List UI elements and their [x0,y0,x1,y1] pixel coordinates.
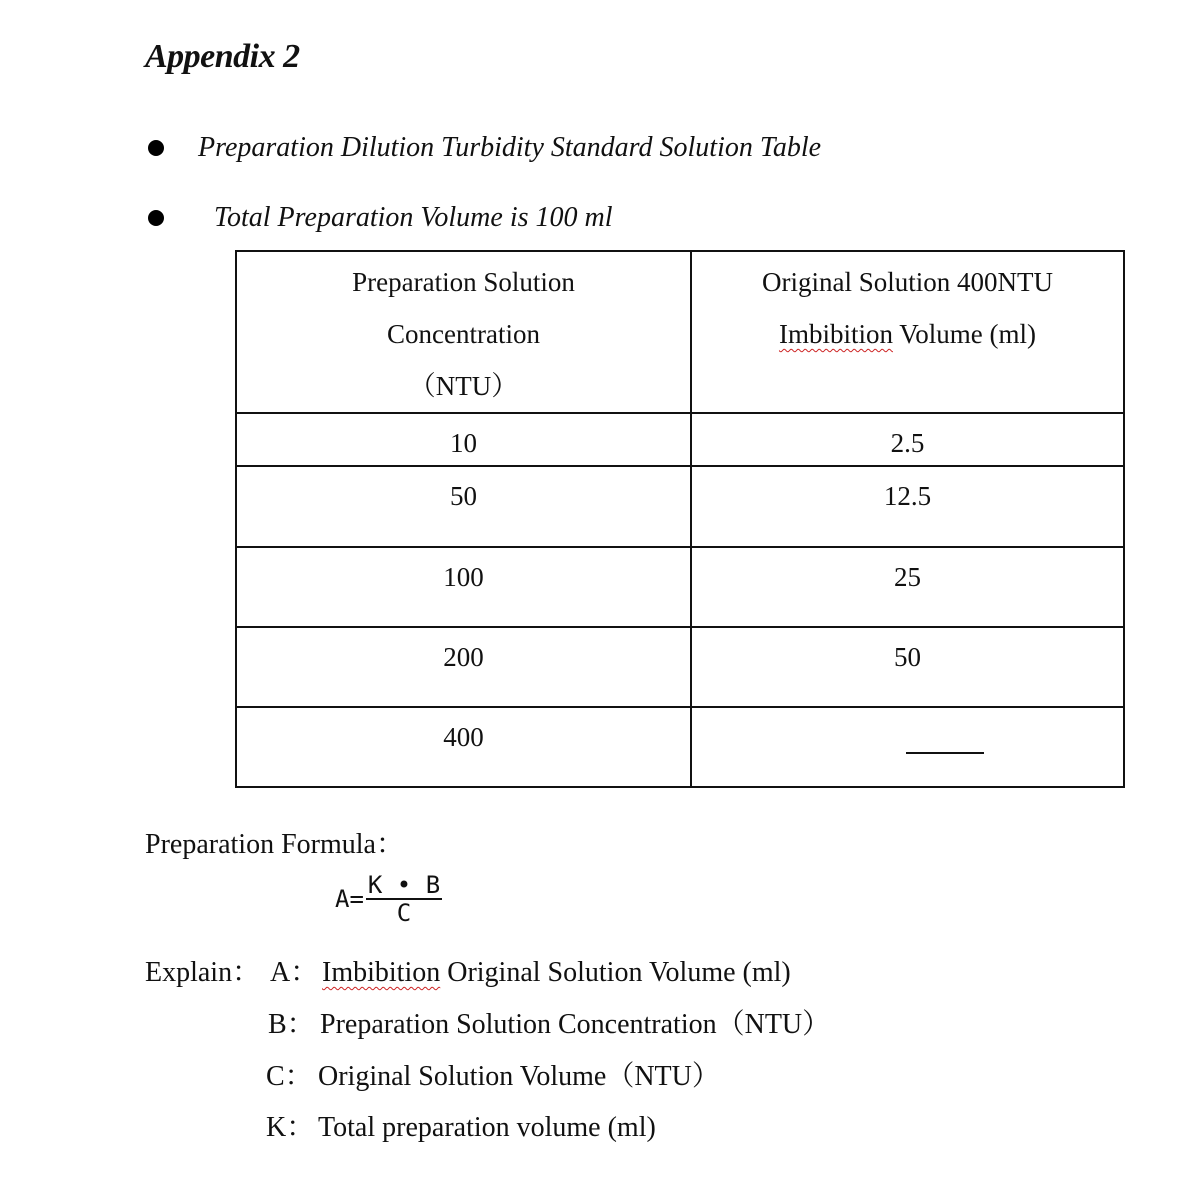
cell-concentration: 200 [236,627,691,707]
table-row [236,627,1124,707]
cell-concentration: 10 [236,413,691,466]
explanation-k [266,1105,656,1145]
header-concentration [236,251,691,413]
header-imbibition-volume [691,251,1124,413]
header-text: Volume (ml) [892,319,1036,349]
explanation-text: Preparation Solution Concentration（NTU） [320,1009,831,1040]
formula-denominator: C [396,899,412,927]
bullet-dot-icon [148,140,164,156]
dilution-table [235,250,1125,788]
explanation-b [268,1002,830,1042]
cell-volume-blank [691,707,1124,787]
table-row [236,413,1124,466]
header-text: Original Solution 400NTU [762,267,1053,297]
cell-volume: 2.5 [691,413,1124,466]
cell-volume: 50 [691,627,1124,707]
cell-volume: 25 [691,547,1124,627]
explanation-c [266,1054,720,1094]
cell-concentration: 400 [236,707,691,787]
formula-numerator: K • B [367,871,441,899]
bullet-item-total-volume [140,202,613,234]
formula-lhs: A= [335,885,364,913]
header-text-line [692,308,1123,360]
cell-concentration: 50 [236,466,691,547]
page-title: Appendix 2 [145,38,300,75]
bullet-text: Preparation Dilution Turbidity Standard Solution Table [198,132,822,163]
bullet-dot-icon [148,210,164,226]
header-text: Imbibition [778,319,893,349]
formula-label: Preparation Formula： [145,829,404,860]
explanation-key: K： [266,1112,315,1143]
header-text: Concentration [387,319,540,349]
cell-concentration: 100 [236,547,691,627]
header-text: Preparation Solution [352,267,575,297]
formula [335,872,442,926]
explanation-key: C： [266,1061,313,1092]
header-text: （NTU） [408,371,519,401]
explanation-text: Original Solution Volume (ml) [440,957,791,988]
bullet-item-table-title [140,132,821,164]
table-row [236,707,1124,787]
table-row [236,466,1124,547]
table-header-row [236,251,1124,413]
explanation-text: Original Solution Volume（NTU） [318,1061,720,1092]
bullet-text: Total Preparation Volume is 100 ml [214,202,613,233]
explain-label: Explain： [145,957,261,988]
explanation-text: Total preparation volume (ml) [318,1112,656,1143]
explanation-a [270,950,791,990]
explanation-key: A： [270,957,319,988]
table-row [236,547,1124,627]
cell-volume: 12.5 [691,466,1124,547]
blank-line [906,752,984,754]
formula-fraction [366,872,442,926]
explanation-key: B： [268,1009,315,1040]
explanation-text: Imbibition [322,957,441,988]
